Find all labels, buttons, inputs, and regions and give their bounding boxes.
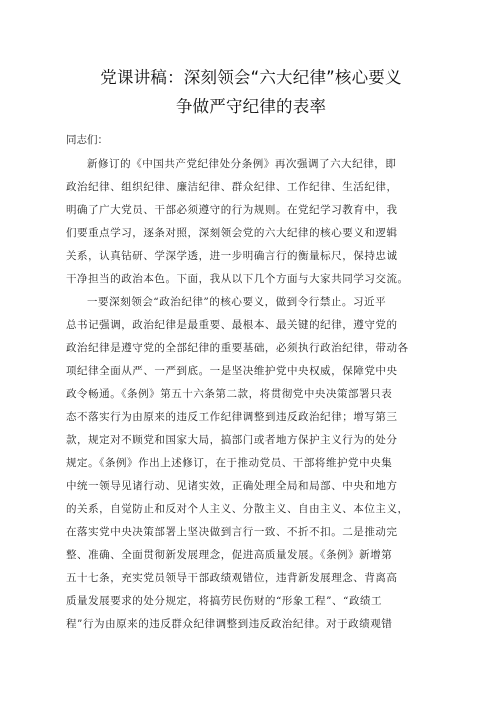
title-line-1: 党课讲稿：深刻领会“六大纪律”核心要义 bbox=[100, 68, 402, 87]
salutation: 同志们： bbox=[66, 134, 108, 146]
title-line-2: 争做严守纪律的表率 bbox=[175, 97, 327, 116]
paragraph-line: 新修订的《中国共产党纪律处分条例》再次强调了六大纪律，即 bbox=[87, 158, 397, 170]
document-title bbox=[66, 0, 436, 121]
paragraph-line: 总书记强调，政治纪律是最重要、最根本、最关键的纪律，遵守党的 bbox=[66, 319, 398, 331]
document-body bbox=[66, 153, 436, 636]
paragraph-line: 五十七条，充实党员领导干部政绩观错位，违背新发展理念、背离高 bbox=[66, 572, 398, 584]
paragraph-line: 政治纪律是遵守党的全部纪律的重要基础，必须执行政治纪律，带动各 bbox=[66, 342, 409, 354]
paragraph-line: 中统一领导见诸行动、见诸实效，正确处理全局和局部、中央和地方 bbox=[66, 480, 398, 492]
paragraph-line: 程”行为由原来的违反群众纪律调整到违反政治纪律。对于政绩观错 bbox=[66, 618, 393, 630]
paragraph-line: 款，规定对不顾党和国家大局，搞部门或者地方保护主义行为的处分 bbox=[66, 434, 398, 446]
paragraph-line: 项纪律全面从严、一严到底。一是坚决维护党中央权威，保障党中央 bbox=[66, 365, 398, 377]
paragraph-line: 的关系，自觉防止和反对个人主义、分散主义、自由主义、本位主义， bbox=[66, 503, 409, 515]
paragraph-line: 规定。《条例》作出上述修订，在于推动党员、干部将维护党中央集 bbox=[66, 457, 393, 469]
paragraph-line: 在落实党中央决策部署上坚决做到言行一致、不折不扣。二是推动完 bbox=[66, 526, 398, 538]
paragraph-line: 干净担当的政治本色。下面，我从以下几个方面与大家共同学习交流。 bbox=[66, 273, 409, 285]
paragraph-line: 整、准确、全面贯彻新发展理念，促进高质量发展。《条例》新增第 bbox=[66, 549, 393, 561]
paragraph-line: 一要深刻领会“政治纪律”的核心要义，做到令行禁止。习近平 bbox=[87, 296, 387, 308]
paragraph-line: 关系，认真钻研、学深学透，进一步明确言行的衡量标尺，保持忠诚 bbox=[66, 250, 398, 262]
paragraph-line: 态不落实行为由原来的违反工作纪律调整到违反政治纪律；增写第三 bbox=[66, 411, 398, 423]
paragraph-2 bbox=[66, 291, 436, 636]
paragraph-line: 政治纪律、组织纪律、廉洁纪律、群众纪律、工作纪律、生活纪律， bbox=[66, 181, 398, 193]
paragraph-line: 明确了广大党员、干部必须遵守的行为规则。在党纪学习教育中，我 bbox=[66, 204, 398, 216]
paragraph-line: 们要重点学习，逐条对照，深刻领会党的六大纪律的核心要义和逻辑 bbox=[66, 227, 398, 239]
paragraph-1 bbox=[66, 153, 436, 291]
paragraph-line: 质量发展要求的处分规定，将搞劳民伤财的“形象工程”、“政绩工 bbox=[66, 595, 383, 607]
paragraph-line: 政令畅通。《条例》第五十六条第二款，将贯彻党中央决策部署只表 bbox=[66, 388, 393, 400]
